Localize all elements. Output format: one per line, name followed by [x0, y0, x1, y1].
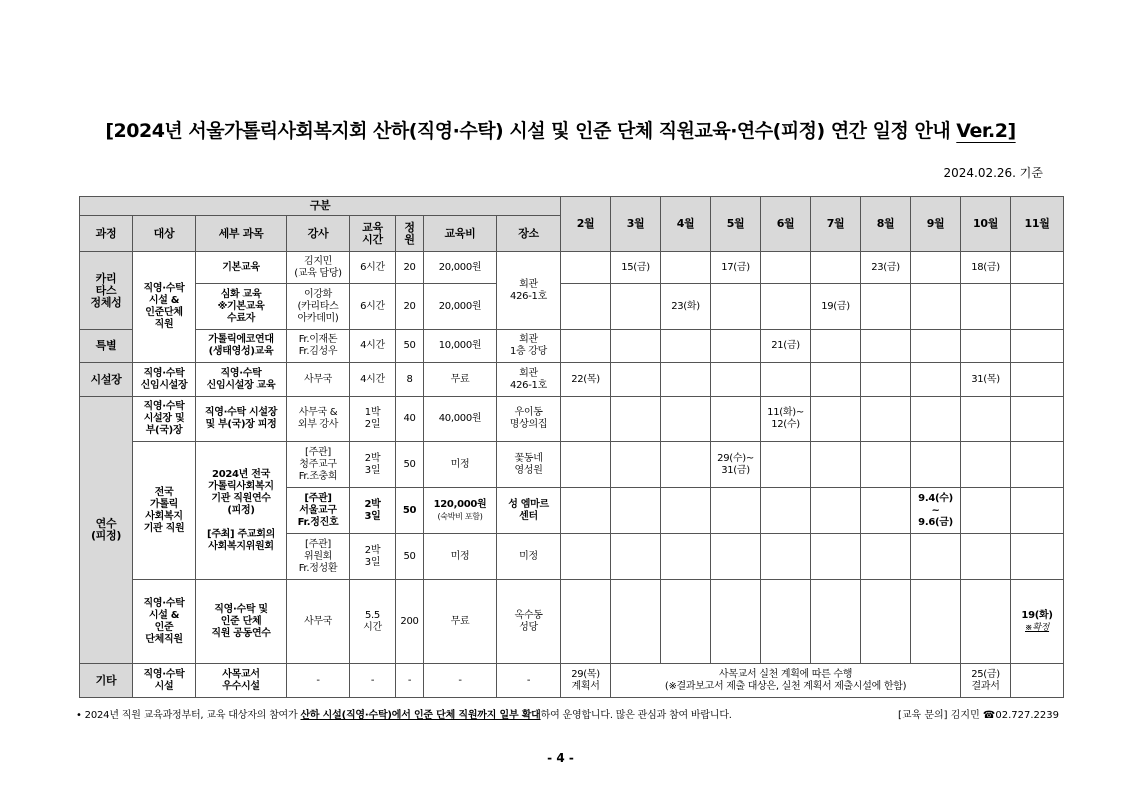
month-cell [661, 252, 711, 284]
span-note-cell: 사목교서 실천 계획에 따른 수행 (※결과보고서 제출 대상은, 실천 계획서 제출시설에 한함) [611, 664, 961, 698]
fee-cell: - [424, 664, 497, 698]
month-cell [911, 252, 961, 284]
month-cell [861, 534, 911, 580]
month-cell [761, 580, 811, 664]
month-cell: 22(목) [561, 363, 611, 397]
schedule-table [79, 196, 1064, 698]
lecturer-cell: [주관] 위원회 Fr.정성환 [287, 534, 350, 580]
month-cell [761, 534, 811, 580]
month-cell [611, 442, 661, 488]
fee-cell: 40,000원 [424, 397, 497, 442]
fee-cell: 10,000원 [424, 330, 497, 363]
month-cell [1011, 488, 1064, 534]
target-cell: 직영·수탁 시설장 및 부(국)장 [133, 397, 196, 442]
month-cell [661, 580, 711, 664]
hours-cell: 5.5 시간 [350, 580, 396, 664]
month-cell [611, 397, 661, 442]
month-cell [611, 580, 661, 664]
month-cell [761, 363, 811, 397]
detail-cell: 사목교서 우수시설 [196, 664, 287, 698]
month-cell [711, 580, 761, 664]
month-cell [711, 284, 761, 330]
place-cell: 꽃동네 영성원 [497, 442, 561, 488]
month-header: 4월 [661, 197, 711, 252]
month-cell [1011, 442, 1064, 488]
fee-note: (숙박비 포함) [437, 511, 483, 521]
month-cell [1011, 397, 1064, 442]
hours-cell: 6시간 [350, 252, 396, 284]
month-cell [761, 488, 811, 534]
fee-cell: 20,000원 [424, 252, 497, 284]
month-header: 3월 [611, 197, 661, 252]
month-cell [861, 363, 911, 397]
month-cell [911, 397, 961, 442]
month-cell [811, 330, 861, 363]
month-cell: 29(목) 계획서 [561, 664, 611, 698]
month-cell: 23(화) [661, 284, 711, 330]
month-header: 11월 [1011, 197, 1064, 252]
table-row [80, 442, 1064, 488]
month-cell [761, 252, 811, 284]
footnote: • 2024년 직원 교육과정부터, 교육 대상자의 참여가 산하 시설(직영·수탁)에서 인준 단체 직원까지 일부 확대하여 운영합니다. 많은 관심과 참여 바랍니다. [76, 710, 732, 721]
month-cell [661, 363, 711, 397]
month-cell [811, 580, 861, 664]
lecturer-cell: [주관] 청주교구 Fr.조충희 [287, 442, 350, 488]
month-cell [911, 330, 961, 363]
detail-cell: 직영·수탁 및 인준 단체 직원 공동연수 [196, 580, 287, 664]
course-cell: 연수 (피정) [80, 397, 133, 664]
month-header: 8월 [861, 197, 911, 252]
month-cell [961, 488, 1011, 534]
month-cell [1011, 363, 1064, 397]
reference-date: 2024.02.26. 기준 [943, 166, 1043, 180]
detail-cell: 직영·수탁 시설장 및 부(국)장 피정 [196, 397, 287, 442]
capacity-cell: - [396, 664, 424, 698]
hours-cell: 2박 3일 [350, 534, 396, 580]
month-cell [1011, 284, 1064, 330]
month-cell [1011, 534, 1064, 580]
place-cell: - [497, 664, 561, 698]
detail-cell: 직영·수탁 신임시설장 교육 [196, 363, 287, 397]
confirmed-note: ※확정 [1025, 622, 1050, 633]
table-row [80, 330, 1064, 363]
month-cell [1011, 252, 1064, 284]
lecturer-cell: [주관] 서울교구 Fr.정진호 [287, 488, 350, 534]
month-cell [961, 580, 1011, 664]
month-cell [911, 284, 961, 330]
place-cell: 우이동 명상의집 [497, 397, 561, 442]
lecturer-cell: 이강화 (카리타스 아카데미) [287, 284, 350, 330]
month-cell: 15(금) [611, 252, 661, 284]
capacity-cell: 50 [396, 442, 424, 488]
month-header: 7월 [811, 197, 861, 252]
table-row [80, 580, 1064, 664]
month-cell [961, 284, 1011, 330]
hours-cell: 2박 3일 [350, 488, 396, 534]
table-row [80, 397, 1064, 442]
place-cell: 성 엠마르 센터 [497, 488, 561, 534]
detail-cell: 심화 교육 ※기본교육 수료자 [196, 284, 287, 330]
month-cell [711, 397, 761, 442]
month-header: 2월 [561, 197, 611, 252]
hours-cell: - [350, 664, 396, 698]
version-label: Ver.2] [956, 120, 1016, 142]
month-cell [611, 284, 661, 330]
month-cell [811, 534, 861, 580]
month-cell [761, 284, 811, 330]
target-cell: 직영·수탁 시설 [133, 664, 196, 698]
month-cell: 25(금) 결과서 [961, 664, 1011, 698]
header-lecturer: 강사 [287, 216, 350, 252]
place-cell: 회관 426-1호 [497, 252, 561, 330]
month-cell [961, 442, 1011, 488]
month-cell [911, 534, 961, 580]
table-row [80, 252, 1064, 284]
month-cell: 17(금) [711, 252, 761, 284]
month-cell [1011, 580, 1064, 664]
month-cell [1011, 664, 1064, 698]
capacity-cell: 8 [396, 363, 424, 397]
month-cell [661, 330, 711, 363]
hours-cell: 2박 3일 [350, 442, 396, 488]
month-cell: 21(금) [761, 330, 811, 363]
footnote-highlight: 산하 시설(직영·수탁)에서 인준 단체 직원까지 일부 확대 [300, 710, 541, 721]
month-cell [911, 442, 961, 488]
month-cell [661, 534, 711, 580]
header-target: 대상 [133, 216, 196, 252]
capacity-cell: 50 [396, 534, 424, 580]
month-cell [661, 442, 711, 488]
place-cell: 회관 426-1호 [497, 363, 561, 397]
table-row [80, 363, 1064, 397]
fee-value: 120,000원 [433, 498, 487, 510]
month-cell [561, 397, 611, 442]
table-row [80, 284, 1064, 330]
month-cell [861, 397, 911, 442]
detail-cell: 2024년 전국 가톨릭사회복지 기관 직원연수 (피정) [주최] 주교회의 사회복지위원회 [196, 442, 287, 580]
header-row-group [80, 197, 1064, 216]
capacity-cell: 40 [396, 397, 424, 442]
month-cell [561, 284, 611, 330]
target-cell: 직영·수탁 시설 & 인준단체 직원 [133, 252, 196, 363]
month-cell: 18(금) [961, 252, 1011, 284]
month-cell: 11(화)~ 12(수) [761, 397, 811, 442]
page-number: - 4 - [547, 751, 574, 765]
document-title: [2024년 서울가톨릭사회복지회 산하(직영·수탁) 시설 및 인준 단체 직원교육·연수(피정) 연간 일정 안내 Ver.2] [105, 120, 1016, 142]
hours-cell: 4시간 [350, 330, 396, 363]
header-fee: 교육비 [424, 216, 497, 252]
month-cell [861, 442, 911, 488]
capacity-cell: 50 [396, 488, 424, 534]
lecturer-cell: 사무국 [287, 363, 350, 397]
contact-info: [교육 문의] 김지민 ☎02.727.2239 [897, 710, 1059, 721]
header-detail: 세부 과목 [196, 216, 287, 252]
hours-cell: 6시간 [350, 284, 396, 330]
month-cell [611, 534, 661, 580]
lecturer-cell: Fr.이재돈 Fr.김성우 [287, 330, 350, 363]
month-cell [811, 488, 861, 534]
month-cell [1011, 330, 1064, 363]
month-cell: 31(목) [961, 363, 1011, 397]
month-cell [761, 442, 811, 488]
month-header: 6월 [761, 197, 811, 252]
detail-cell: 기본교육 [196, 252, 287, 284]
month-cell [861, 330, 911, 363]
place-cell: 회관 1층 강당 [497, 330, 561, 363]
hours-cell: 4시간 [350, 363, 396, 397]
fee-cell: 무료 [424, 580, 497, 664]
month-cell [661, 397, 711, 442]
fee-cell: 미정 [424, 442, 497, 488]
capacity-cell: 20 [396, 284, 424, 330]
target-cell: 전국 가톨릭 사회복지 기관 직원 [133, 442, 196, 580]
month-cell [961, 534, 1011, 580]
month-cell [611, 330, 661, 363]
month-header: 5월 [711, 197, 761, 252]
month-cell [811, 363, 861, 397]
month-cell [811, 442, 861, 488]
lecturer-cell: 사무국 & 외부 강사 [287, 397, 350, 442]
month-cell [811, 397, 861, 442]
month-cell [911, 363, 961, 397]
month-cell [861, 284, 911, 330]
month-cell [711, 534, 761, 580]
capacity-cell: 200 [396, 580, 424, 664]
month-cell [611, 488, 661, 534]
lecturer-cell: 김지민 (교육 담당) [287, 252, 350, 284]
course-cell: 특별 [80, 330, 133, 363]
month-cell [561, 580, 611, 664]
month-cell [611, 363, 661, 397]
detail-cell: 가톨릭에코연대 (생태영성)교육 [196, 330, 287, 363]
month-cell: 19(금) [811, 284, 861, 330]
month-cell [961, 330, 1011, 363]
place-cell: 옥수동 성당 [497, 580, 561, 664]
fee-cell: 20,000원 [424, 284, 497, 330]
lecturer-cell: - [287, 664, 350, 698]
lecturer-cell: 사무국 [287, 580, 350, 664]
month-cell [561, 534, 611, 580]
place-cell: 미정 [497, 534, 561, 580]
month-cell [861, 580, 911, 664]
month-cell [711, 330, 761, 363]
header-place: 장소 [497, 216, 561, 252]
nov-date: 19(화) [1021, 609, 1053, 621]
month-cell: 9.4(수) ~ 9.6(금) [911, 488, 961, 534]
header-course: 과정 [80, 216, 133, 252]
target-cell: 직영·수탁 시설 & 인준 단체직원 [133, 580, 196, 664]
target-cell: 직영·수탁 신임시설장 [133, 363, 196, 397]
month-cell: 23(금) [861, 252, 911, 284]
month-cell [911, 580, 961, 664]
month-cell [561, 330, 611, 363]
table-row [80, 664, 1064, 698]
month-cell: 29(수)~ 31(금) [711, 442, 761, 488]
month-cell [711, 488, 761, 534]
month-cell [561, 442, 611, 488]
fee-cell [424, 488, 497, 534]
capacity-cell: 20 [396, 252, 424, 284]
month-header: 9월 [911, 197, 961, 252]
course-cell: 기타 [80, 664, 133, 698]
header-capacity: 정 원 [396, 216, 424, 252]
fee-cell: 미정 [424, 534, 497, 580]
capacity-cell: 50 [396, 330, 424, 363]
month-cell [561, 252, 611, 284]
header-hours: 교육 시간 [350, 216, 396, 252]
month-cell [861, 488, 911, 534]
fee-cell: 무료 [424, 363, 497, 397]
hours-cell: 1박 2일 [350, 397, 396, 442]
month-cell [811, 252, 861, 284]
course-cell: 카리 타스 정체성 [80, 252, 133, 330]
month-header: 10월 [961, 197, 1011, 252]
month-cell [561, 488, 611, 534]
course-cell: 시설장 [80, 363, 133, 397]
month-cell [661, 488, 711, 534]
month-cell [711, 363, 761, 397]
header-group: 구분 [80, 197, 561, 216]
month-cell [961, 397, 1011, 442]
